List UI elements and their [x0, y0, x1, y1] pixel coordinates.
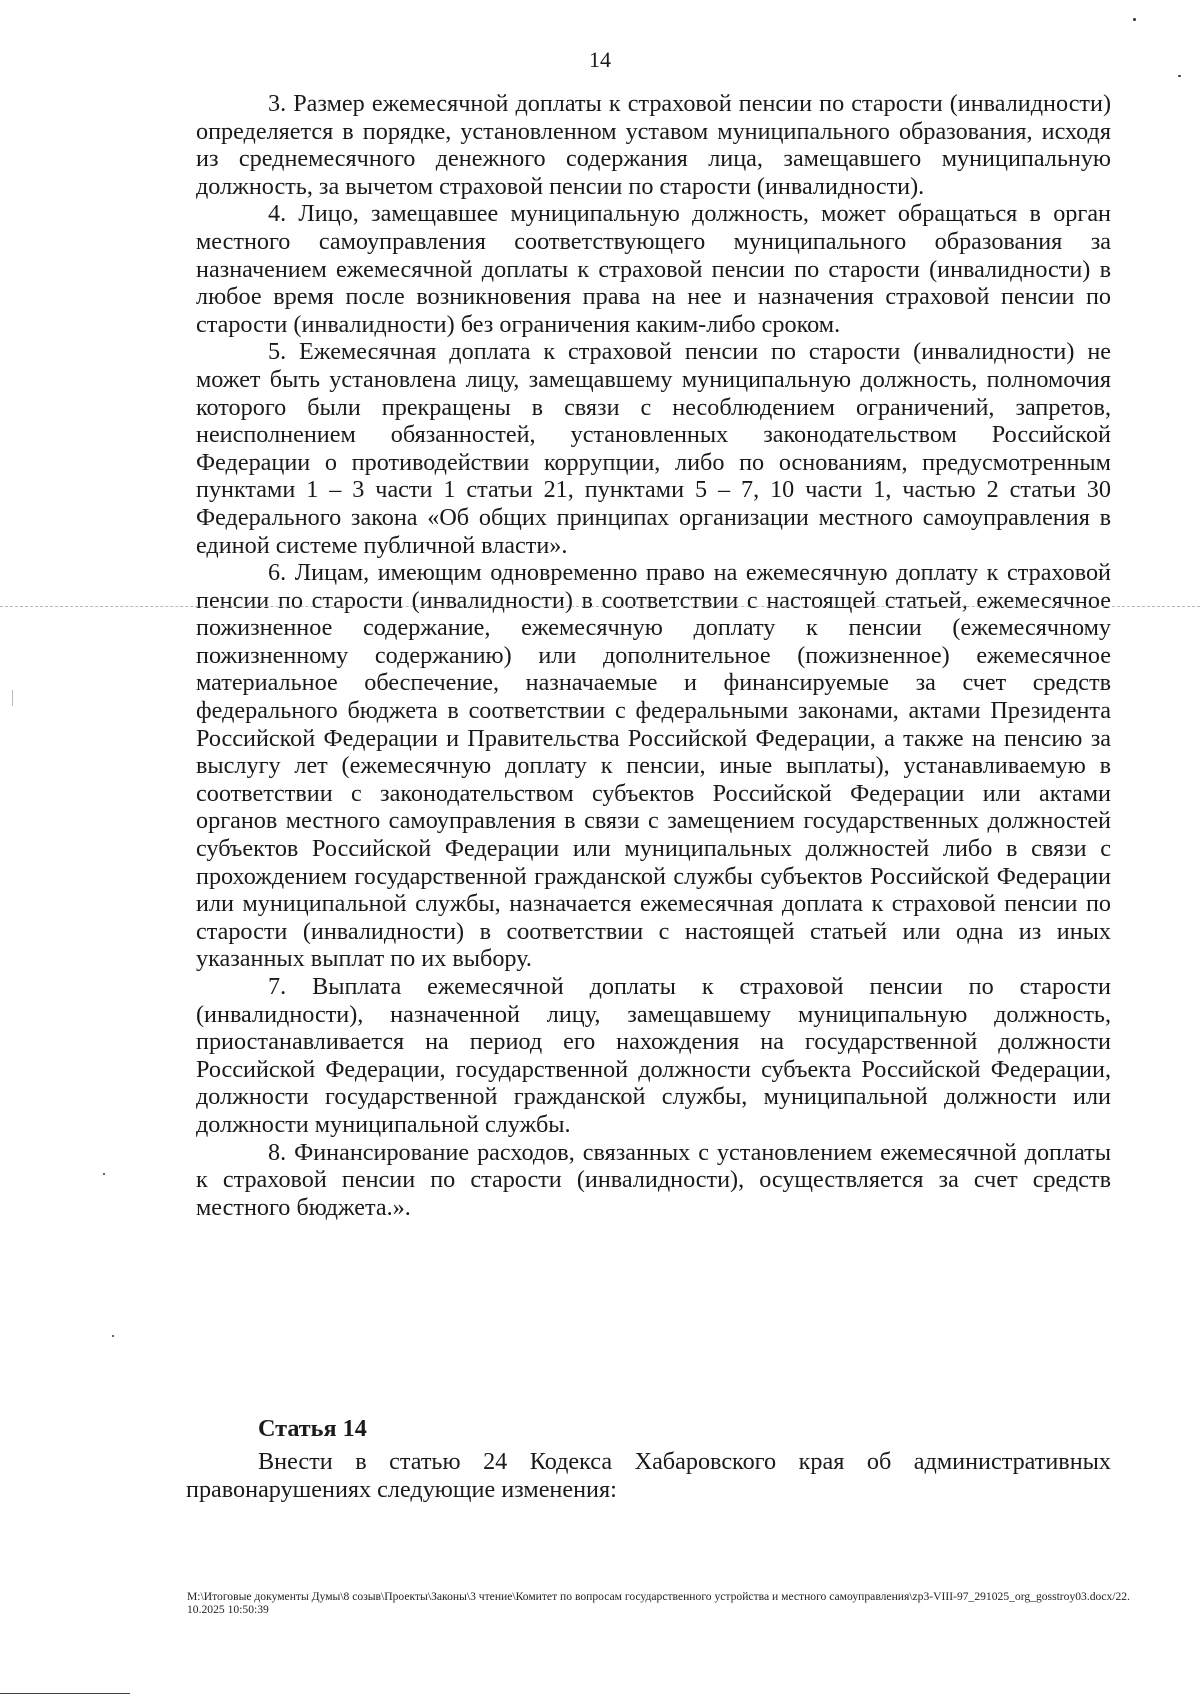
scan-speck [103, 1173, 105, 1175]
article-title: Статья 14 [258, 1415, 367, 1442]
page-number: 14 [589, 47, 611, 72]
document-body [196, 90, 1111, 1221]
paragraph-3: 3. Размер ежемесячной доплаты к страховой пенсии по старости (инвалидности) определяется в порядке, установленном уставом муниципального образования, исходя из среднемесячного денежного содержания лица, замещавшего муниципальную должность, за вычетом страховой пенсии по старости (инвалидности). [196, 90, 1111, 200]
scan-speck [1178, 75, 1181, 77]
paragraph-5: 5. Ежемесячная доплата к страховой пенсии по старости (инвалидности) не может быть установлена лицу, замещавшему муниципальную должность, полномочия которого были прекращены в связи с несоблюдением ограничений, запретов, неисполнением обязанностей, установленных законодательством Российской Федерации о противодействии коррупции, либо по основаниям, предусмотренным пунктами 1 – 3 части 1 статьи 21, пунктами 5 – 7, 10 части 1, частью 2 статьи 30 Федерального закона «Об общих принципах организации местного самоуправления в единой системе публичной власти». [196, 338, 1111, 559]
scan-artifact-line [0, 606, 1200, 607]
paragraph-7: 7. Выплата ежемесячной доплаты к страховой пенсии по старости (инвалидности), назначенной лицу, замещавшему муниципальную должность, приостанавливается на период его нахождения на государственной должности Российской Федерации, государственной должности субъекта Российской Федерации, должности государственной гражданской службы, муниципальной должности или должности муниципальной службы. [196, 973, 1111, 1138]
scan-speck [1133, 18, 1136, 21]
scan-speck [12, 690, 13, 706]
scan-artifact-bottom-line [0, 1693, 130, 1694]
paragraph-6: 6. Лицам, имеющим одновременно право на ежемесячную доплату к страховой пенсии по старости (инвалидности) в соответствии с настоящей статьей, ежемесячное пожизненное содержание, ежемесячную доплату к пенсии (ежемесячному пожизненному содержанию) или дополнительное (пожизненное) ежемесячное материальное обеспечение, назначаемые и финансируемые за счет средств федерального бюджета в соответствии с федеральными законами, актами Президента Российской Федерации и Правительства Российской Федерации, а также на пенсию за выслугу лет (ежемесячную доплату к пенсии, иные выплаты), устанавливаемую в соответствии с законодательством субъектов Российской Федерации или актами органов местного самоуправления в связи с замещением государственных должностей субъектов Российской Федерации или муниципальных должностей либо в связи с прохождением государственной гражданской службы субъектов Российской Федерации или муниципальной службы, назначается ежемесячная доплата к страховой пенсии по старости (инвалидности) в соответствии с настоящей статьей или одна из иных указанных выплат по их выбору. [196, 559, 1111, 973]
article-text: Внести в статью 24 Кодекса Хабаровского края об административных правонарушениях следующие изменения: [186, 1448, 1111, 1503]
paragraph-4: 4. Лицо, замещавшее муниципальную должность, может обращаться в орган местного самоуправления соответствующего муниципального образования за назначением ежемесячной доплаты к страховой пенсии по старости (инвалидности) в любое время после возникновения права на нее и назначения страховой пенсии по старости (инвалидности) без ограничения каким-либо сроком. [196, 200, 1111, 338]
scan-speck [112, 1335, 114, 1337]
article-section [186, 1415, 1111, 1503]
paragraph-8: 8. Финансирование расходов, связанных с установлением ежемесячной доплаты к страховой пенсии по старости (инвалидности), осуществляется за счет средств местного бюджета.». [196, 1138, 1111, 1221]
footer-file-path: M:\Итоговые документы Думы\8 созыв\Проекты\Законы\3 чтение\Комитет по вопросам государственного устройства и местного самоуправления\zp3-VIII-97_291025_org_gosstroy03.docx/22.10.2025 10:50:39 [187, 1590, 1130, 1616]
